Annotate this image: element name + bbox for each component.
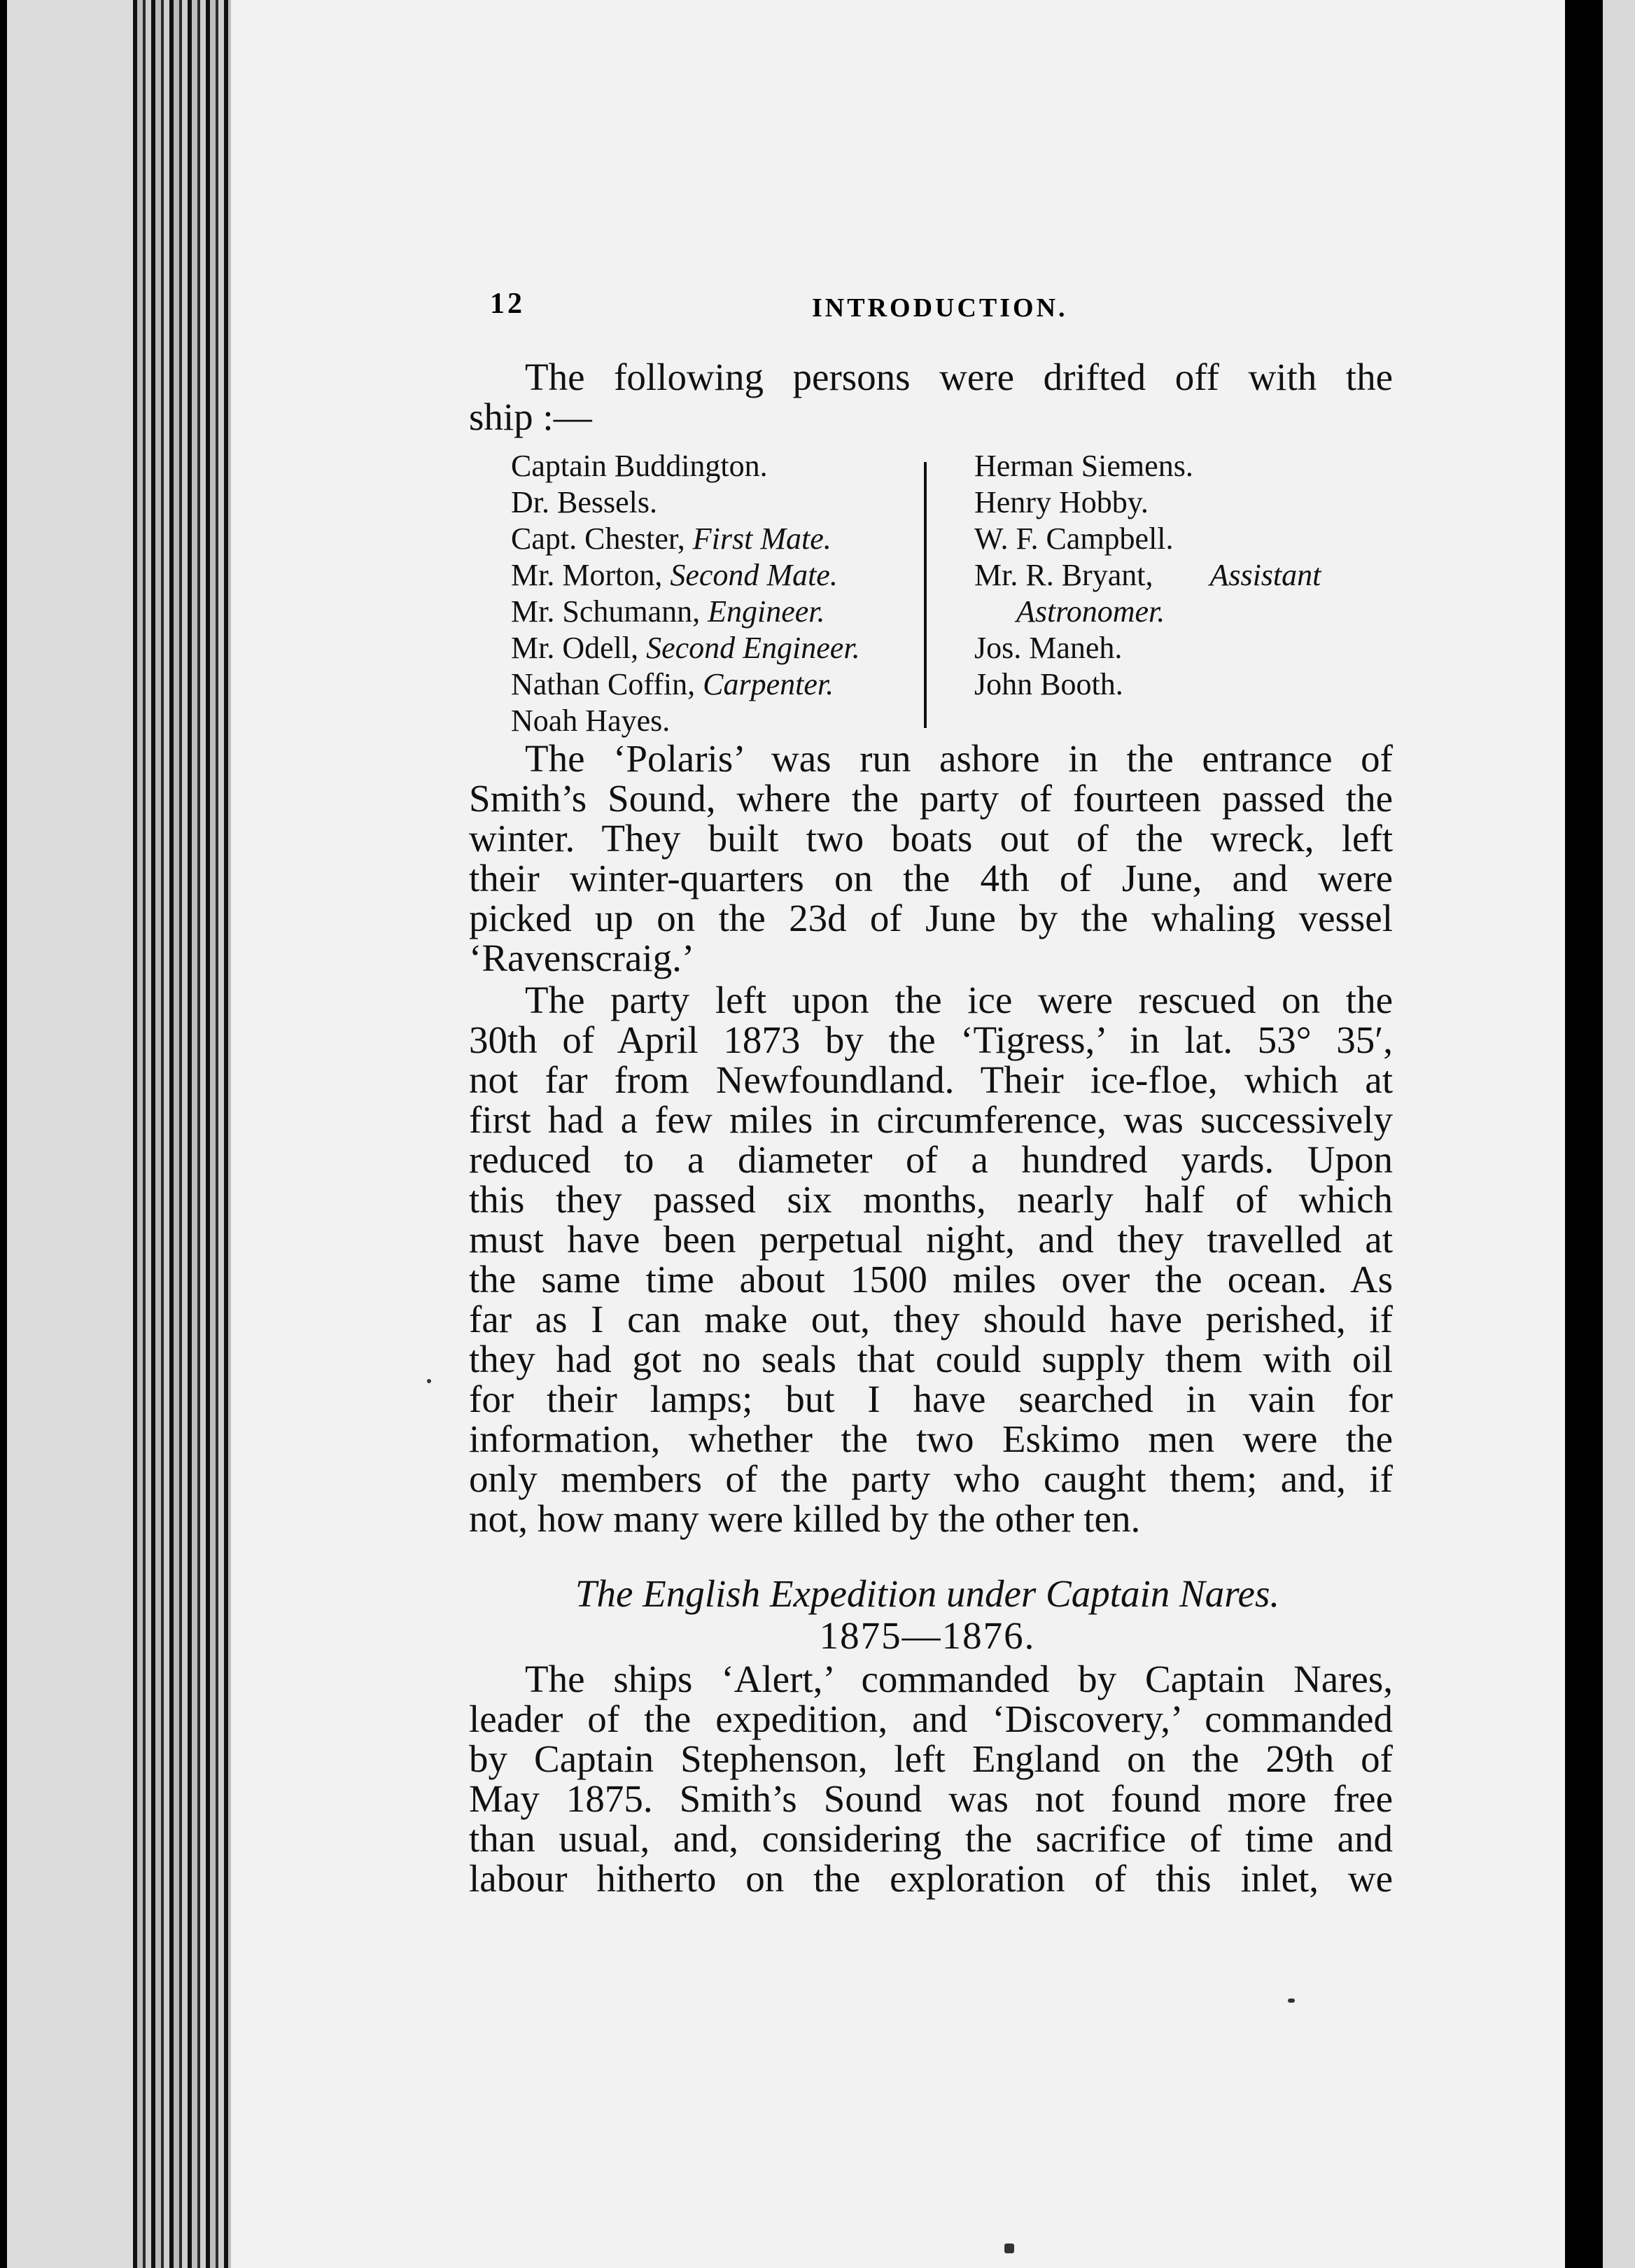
roster-entry: Captain Buddington. (511, 449, 768, 483)
text-line: their winter-quarters on the 4th of June, and were (469, 857, 1393, 899)
roster-entry-continuation: Astronomer. (1016, 594, 1165, 629)
text-line: first had a few miles in circumference, was successively (469, 1098, 1393, 1141)
page-number: 12 (490, 288, 525, 320)
scan-speck (1004, 2244, 1014, 2253)
roster-divider (924, 462, 927, 728)
text-line: they had got no seals that could supply them with oil (469, 1338, 1393, 1380)
text-line: May 1875. Smith’s Sound was not found more free (469, 1777, 1393, 1820)
roster-entry: Noah Hayes. (511, 704, 671, 738)
roster-entry: John Booth. (974, 667, 1123, 701)
roster-entry: Herman Siemens. (974, 449, 1193, 483)
scan-facing-page-edge (7, 0, 133, 2268)
text-line: The ‘Polaris’ was run ashore in the entrance of (525, 737, 1393, 780)
text-line: than usual, and, considering the sacrifice of time and (469, 1817, 1393, 1860)
text-line: Smith’s Sound, where the party of fourteen passed the (469, 777, 1393, 820)
roster-entry: Nathan Coffin, Carpenter. (511, 667, 834, 701)
text-line: only members of the party who caught them; and, if (469, 1457, 1393, 1500)
text-line: this they passed six months, nearly half of which (469, 1178, 1393, 1221)
text-line: 30th of April 1873 by the ‘Tigress,’ in lat. 53° 35′, (469, 1018, 1393, 1061)
roster-entry: Mr. Morton, Second Mate. (511, 558, 838, 592)
text-line: labour hitherto on the exploration of this inlet, we (469, 1857, 1393, 1900)
roster-right-column (974, 448, 1408, 703)
roster-entry: Capt. Chester, First Mate. (511, 522, 831, 556)
roster-entry: W. F. Campbell. (974, 522, 1174, 556)
roster-entry: Jos. Maneh. (974, 631, 1123, 665)
text-line: not, how many were killed by the other ten. (469, 1497, 1141, 1540)
roster-entry: Mr. R. Bryant, Assistant (974, 558, 1321, 592)
text-line: winter. They built two boats out of the wreck, left (469, 817, 1393, 860)
intro-paragraph (469, 357, 1393, 437)
text-line: The ships ‘Alert,’ commanded by Captain Nares, (525, 1658, 1393, 1700)
text-line: information, whether the two Eskimo men were the (469, 1418, 1393, 1460)
text-line: The following persons were drifted off with the (525, 356, 1393, 398)
roster-entry: Mr. Odell, Second Engineer. (511, 631, 860, 665)
section-years: 1875—1876. (819, 1614, 1036, 1657)
running-head: INTRODUCTION. (812, 293, 1068, 323)
text-line: ship :— (469, 396, 592, 438)
section-title: The English Expedition under Captain Nares. (575, 1572, 1280, 1615)
text-line: leader of the expedition, and ‘Discovery,’ commanded (469, 1698, 1393, 1740)
scan-speck (1288, 1998, 1295, 2003)
paragraph-polaris (469, 738, 1393, 978)
scan-speck (427, 1379, 431, 1383)
text-line: reduced to a diameter of a hundred yards. Upon (469, 1138, 1393, 1181)
text-line: for their lamps; but I have searched in vain for (469, 1378, 1393, 1420)
paragraph-nares-expedition (469, 1659, 1393, 1898)
text-line: by Captain Stephenson, left England on the 29th of (469, 1737, 1393, 1780)
paragraph-ice-floe (469, 980, 1393, 1539)
page-header (490, 287, 1400, 329)
text-line: not far from Newfoundland. Their ice-floe, which at (469, 1058, 1393, 1101)
roster-entry: Henry Hobby. (974, 485, 1149, 519)
roster-entry: Mr. Schumann, Engineer. (511, 594, 825, 629)
roster-left-column (511, 448, 931, 739)
crew-roster (511, 448, 1407, 738)
scan-right-page-edge (1603, 0, 1635, 2268)
roster-entry: Dr. Bessels. (511, 485, 657, 519)
text-line: The party left upon the ice were rescued on the (525, 979, 1393, 1021)
text-line: picked up on the 23d of June by the whaling vessel (469, 897, 1393, 939)
text-line: the same time about 1500 miles over the ocean. As (469, 1258, 1393, 1301)
text-line: must have been perpetual night, and they travelled at (469, 1218, 1393, 1261)
text-line: far as I can make out, they should have perished, if (469, 1298, 1393, 1340)
text-line: ‘Ravenscraig.’ (469, 937, 695, 979)
book-page-stack (133, 0, 231, 2268)
